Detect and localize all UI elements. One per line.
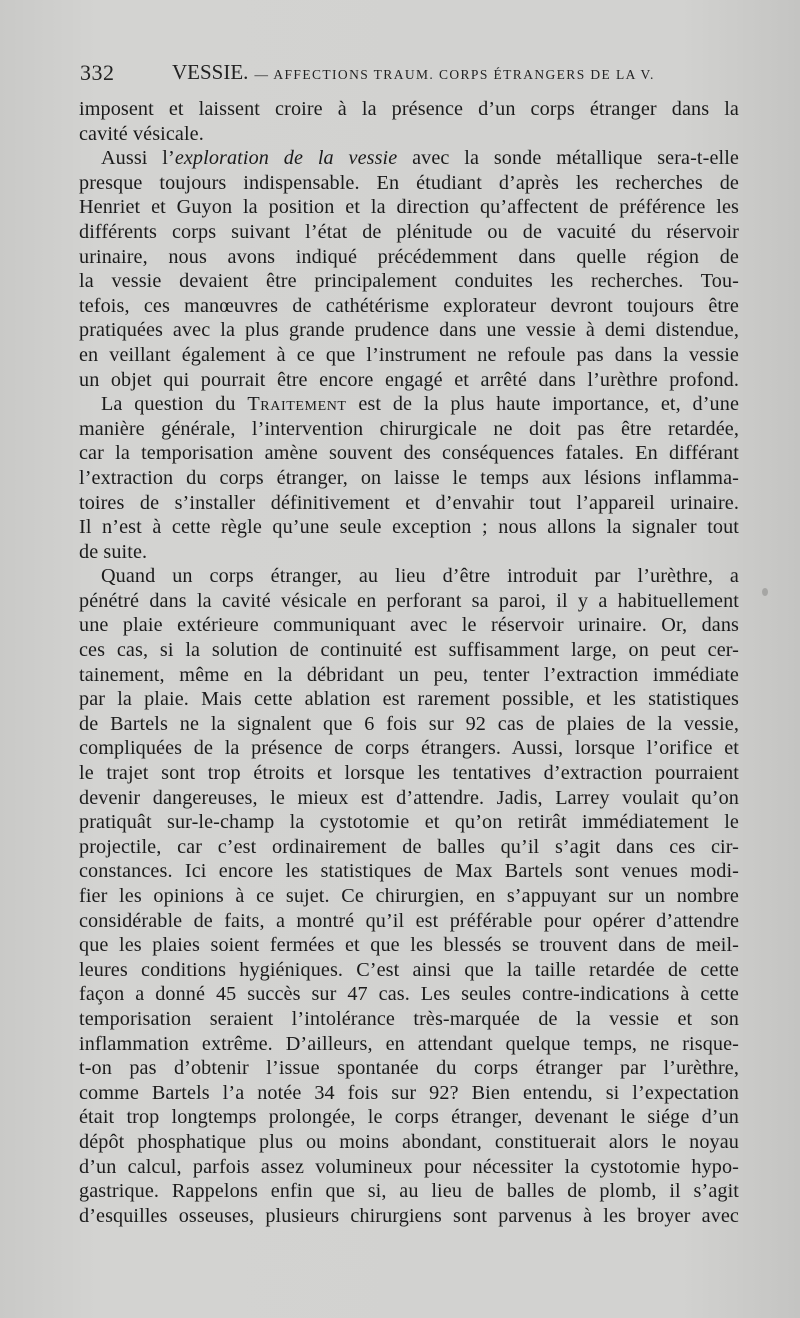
text-line: temporisation seraient l’intolérance très-marquée de la vessie et son — [79, 1007, 739, 1030]
emphasis: exploration de la vessie — [174, 147, 398, 170]
text-line: Il n’est à cette règle qu’une seule exception ; nous allons la signaler tout — [79, 516, 739, 539]
text-line: de Bartels ne la signalent que 6 fois sur 92 cas de plaies de la vessie, — [79, 712, 739, 735]
text-line: tainement, même en la débridant un peu, tenter l’extraction immédiate — [79, 663, 739, 686]
body-text — [79, 97, 739, 1228]
paper-spot — [762, 588, 768, 596]
text-line: fier les opinions à ce sujet. Ce chirurgien, en s’appuyant sur un nombre — [79, 885, 739, 907]
text-line: manière générale, l’intervention chirurgicale ne doit pas être retardée, — [79, 417, 739, 440]
text-line: toires de s’installer définitivement et d’envahir tout l’appareil urinaire. — [79, 491, 739, 514]
text-line: gastrique. Rappelons enfin que si, au lieu de balles de plomb, il s’agit — [79, 1180, 739, 1203]
text-line: compliquées de la présence de corps étrangers. Aussi, lorsque l’orifice et — [79, 737, 739, 760]
text-line: projectile, car c’est ordinairement de balles qu’il s’agit dans ces cir- — [79, 835, 739, 858]
page-header — [80, 58, 740, 88]
text-line: tefois, ces manœuvres de cathétérisme explorateur devront toujours être — [79, 294, 739, 317]
text-line: leures conditions hygiéniques. C’est ainsi que la taille retardée de cette — [79, 958, 739, 981]
text-line: imposent et laissent croire à la présence d’un corps étranger dans la — [79, 98, 739, 120]
text-line: pénétré dans la cavité vésicale en perforant sa paroi, il y a habituellement — [79, 589, 739, 612]
text-line: la vessie devaient être principalement conduites les recherches. Tou- — [79, 270, 739, 293]
text-line: presque toujours indispensable. En étudiant d’après les recherches de — [79, 171, 739, 194]
running-head-title: VESSIE. — [172, 60, 249, 84]
running-head-subtitle: — AFFECTIONS TRAUM. CORPS ÉTRANGERS DE LA V. — [254, 67, 655, 82]
text-line: l’extraction du corps étranger, on laisse le temps aux lésions inflamma- — [79, 466, 739, 489]
text-line: devenir dangereuses, le mieux est d’attendre. Jadis, Larrey voulait qu’on — [79, 786, 739, 809]
text-line: d’esquilles osseuses, plusieurs chirurgiens sont parvenus à les broyer avec — [79, 1204, 739, 1227]
text-line: en veillant également à ce que l’instrument ne refoule pas dans la vessie — [79, 343, 739, 366]
page-number: 332 — [80, 60, 115, 85]
text-line: une plaie extérieure communiquant avec le réservoir urinaire. Or, dans — [79, 614, 739, 637]
text-line: cavité vésicale. — [79, 122, 204, 145]
text-line: d’un calcul, parfois assez volumineux pour nécessiter la cystotomie hypo- — [79, 1155, 739, 1178]
text-line: de suite. — [79, 540, 148, 563]
text-line: urinaire, nous avons indiqué précédemment dans quelle région de — [79, 245, 739, 268]
text-line: ces cas, si la solution de continuité est suffisamment large, on peut cer- — [79, 639, 739, 662]
text-line: était trop longtemps prolongée, le corps étranger, devenant le siége d’un — [79, 1106, 739, 1129]
text-line: par la plaie. Mais cette ablation est rarement possible, et les statistiques — [79, 688, 739, 711]
text-line: considérable de faits, a montré qu’il est préférable pour opérer d’attendre — [79, 909, 739, 932]
text-line: pratiquât sur-le-champ la cystotomie et qu’on retirât immédiatement le — [79, 811, 739, 834]
text-line: La question du Traitement est de la plus haute importance, et, d’une — [101, 393, 740, 416]
small-caps-term: Traitement — [247, 393, 347, 416]
text-line: Aussi l’exploration de la vessie avec la sonde métallique sera-t-elle — [101, 147, 739, 170]
text-line: constances. Ici encore les statistiques de Max Bartels sont venues modi- — [79, 860, 739, 883]
text-line: Quand un corps étranger, au lieu d’être introduit par l’urèthre, a — [101, 565, 739, 588]
running-head — [172, 60, 655, 85]
text-line: un objet qui pourrait être encore engagé et arrêté dans l’urèthre profond. — [79, 368, 739, 391]
text-line: comme Bartels l’a notée 34 fois sur 92? Bien entendu, si l’expectation — [79, 1081, 739, 1104]
text-line: car la temporisation amène souvent des conséquences fatales. En différant — [79, 442, 739, 465]
text-line: inflammation extrême. D’ailleurs, en attendant quelque temps, ne risque- — [79, 1032, 739, 1055]
text-line: pratiquées avec la plus grande prudence dans une vessie à demi distendue, — [79, 319, 739, 342]
text-line: différents corps suivant l’état de plénitude ou de vacuité du réservoir — [79, 220, 739, 243]
text-line: que les plaies soient fermées et que les blessés se trouvent dans de meil- — [79, 934, 739, 957]
text-line: le trajet sont trop étroits et lorsque les tentatives d’extraction pourraient — [79, 762, 739, 785]
text-line: façon a donné 45 succès sur 47 cas. Les seules contre-indications à cette — [79, 983, 739, 1006]
text-line: t-on pas d’obtenir l’issue spontanée du corps étranger par l’urèthre, — [79, 1057, 739, 1080]
text-line: dépôt phosphatique plus ou moins abondant, constituerait alors le noyau — [79, 1130, 739, 1153]
text-line: Henriet et Guyon la position et la direction qu’affectent de préférence les — [79, 196, 739, 219]
